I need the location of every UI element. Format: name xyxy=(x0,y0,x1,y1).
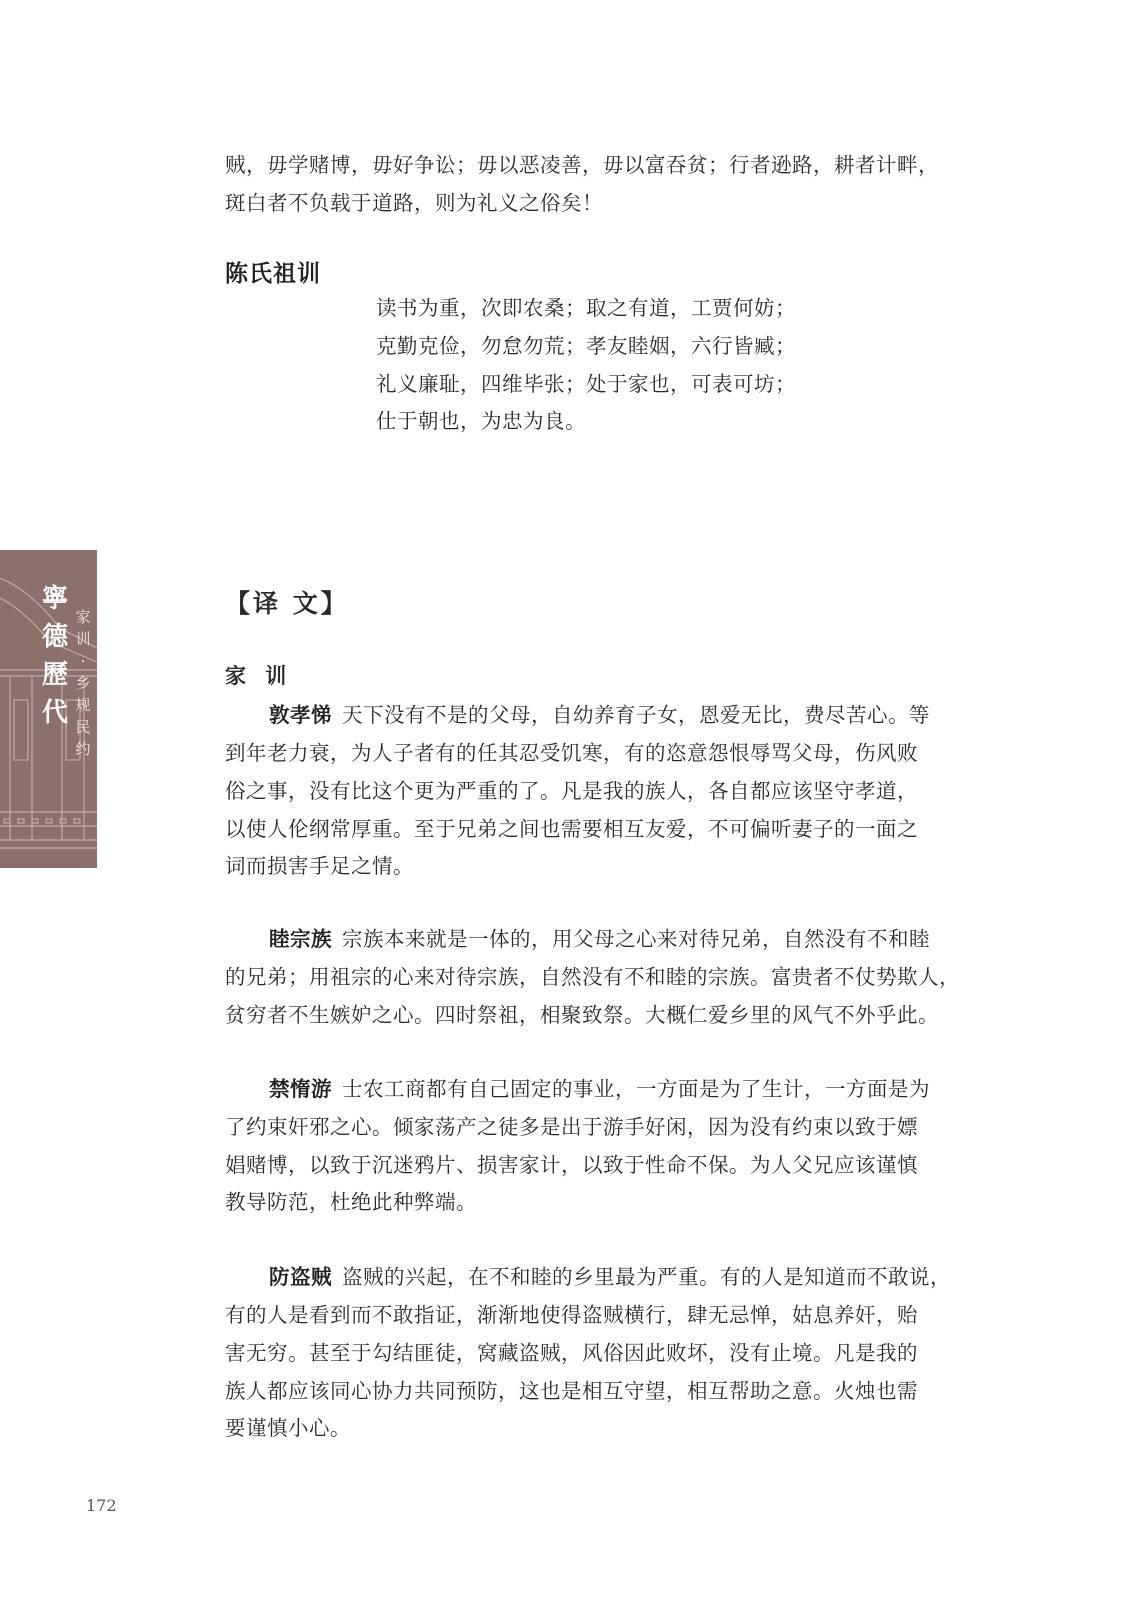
paragraph-line: 有的人是看到而不敢指证，渐渐地使得盗贼横行，肆无忌惮，姑息养奸，贻 xyxy=(225,1303,918,1327)
text-line: 贼，毋学赌博，毋好争讼；毋以恶凌善，毋以富吞贫；行者逊路，耕者计畔， xyxy=(225,153,939,177)
paragraph-line xyxy=(225,1260,1029,1290)
paragraph-line: 以使人伦纲常厚重。至于兄弟之间也需要相互友爱，不可偏听妻子的一面之 xyxy=(225,817,918,841)
paragraph-line xyxy=(225,1072,1029,1102)
text-line: 斑白者不负载于道路，则为礼义之俗矣！ xyxy=(225,191,603,215)
paragraph-line xyxy=(225,922,1029,952)
poem-line: 克勤克俭，勿怠勿荒；孝友睦姻，六行皆臧； xyxy=(376,334,796,358)
paragraph-text: 宗族本来就是一体的，用父母之心来对待兄弟，自然没有不和睦 xyxy=(342,927,930,951)
paragraph-line: 害无穷。甚至于勾结匪徒，窝藏盗贼，风俗因此败坏，没有止境。凡是我的 xyxy=(225,1341,918,1365)
paragraph-line: 的兄弟；用祖宗的心来对待宗族，自然没有不和睦的宗族。富贵者不仗势欺人， xyxy=(225,965,960,989)
translation-heading: 【译 文】 xyxy=(225,589,349,618)
paragraph-text: 盗贼的兴起，在不和睦的乡里最为严重。有的人是知道而不敢说， xyxy=(342,1265,951,1289)
paragraph-line: 娼赌博，以致于沉迷鸦片、损害家计，以致于性命不保。为人父兄应该谨慎 xyxy=(225,1153,918,1177)
term-label: 睦宗族 xyxy=(269,927,332,951)
section-heading: 陈氏祖训 xyxy=(225,260,321,287)
poem-line: 仕于朝也，为忠为良。 xyxy=(376,409,586,433)
series-title: 寧德歷代 xyxy=(41,584,68,728)
paragraph-line: 到年老力衰，为人子者有的任其忍受饥寒，有的恣意怨恨辱骂父母，伤风败 xyxy=(225,741,918,765)
sidebar-decoration xyxy=(0,550,97,868)
paragraph-line xyxy=(225,698,1029,728)
paragraph-line: 俗之事，没有比这个更为严重的了。凡是我的族人，各自都应该坚守孝道， xyxy=(225,779,918,803)
page-number: 172 xyxy=(86,1496,117,1515)
paragraph-line: 族人都应该同心协力共同预防，这也是相互守望，相互帮助之意。火烛也需 xyxy=(225,1379,918,1403)
paragraph-line: 教导防范，杜绝此种弊端。 xyxy=(225,1190,477,1214)
series-subtitle: 家训·乡规民约 xyxy=(75,608,91,758)
paragraph-line: 贫穷者不生嫉妒之心。四时祭祖，相聚致祭。大概仁爱乡里的风气不外乎此。 xyxy=(225,1003,939,1027)
term-label: 防盗贼 xyxy=(269,1265,332,1289)
paragraph-line: 了约束奸邪之心。倾家荡产之徒多是出于游手好闲，因为没有约束以致于嫖 xyxy=(225,1115,918,1139)
paragraph-text: 士农工商都有自己固定的事业，一方面是为了生计，一方面是为 xyxy=(342,1077,930,1101)
subsection-heading: 家 训 xyxy=(225,663,293,688)
poem-line: 礼义廉耻，四维毕张；处于家也，可表可坊； xyxy=(376,372,796,396)
term-label: 禁惰游 xyxy=(269,1077,332,1101)
paragraph-line: 要谨慎小心。 xyxy=(225,1416,351,1440)
paragraph-text: 天下没有不是的父母，自幼养育子女，恩爱无比，费尽苦心。等 xyxy=(342,703,930,727)
paragraph-line: 词而损害手足之情。 xyxy=(225,854,414,878)
poem-line: 读书为重，次即农桑；取之有道，工贾何妨； xyxy=(376,296,796,320)
term-label: 敦孝悌 xyxy=(269,703,332,727)
